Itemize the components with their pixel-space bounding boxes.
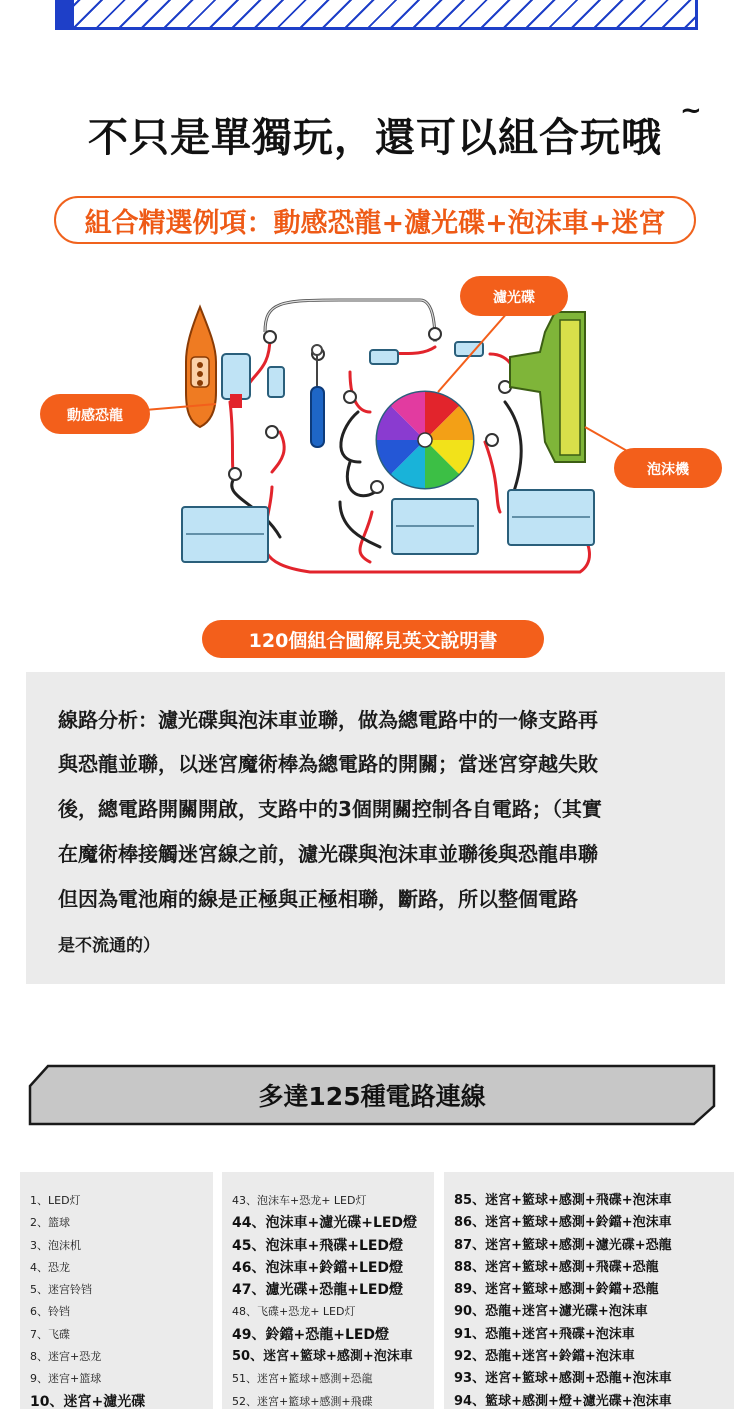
list-item: 8、迷宫+恐龙 — [30, 1350, 102, 1364]
filter-disc — [377, 392, 473, 488]
analysis-line: 但因為電池廂的線是正極與正極相聯，斷路，所以整個電路 — [58, 887, 578, 911]
list-item: 49、鈴鐺+恐龍+LED燈 — [232, 1326, 390, 1343]
headline-tilde: ~ — [680, 96, 702, 126]
list-item: 46、泡沫車+鈴鐺+LED燈 — [232, 1259, 404, 1276]
list-item: 92、恐龍+迷宮+鈴鐺+泡沫車 — [454, 1349, 635, 1365]
analysis-line: 與恐龍並聯，以迷宮魔術棒為總電路的開關；當迷宮穿越失敗 — [58, 752, 598, 776]
list-item: 1、LED灯 — [30, 1194, 81, 1207]
manual-note-label: 120個組合圖解見英文說明書 — [248, 629, 498, 652]
list-item: 86、迷宮+籃球+感測+鈴鐺+泡沫車 — [454, 1215, 672, 1231]
dino-callout-label: 動感恐龍 — [67, 408, 123, 424]
dinosaur-module — [186, 307, 216, 427]
circuit-analysis-panel — [26, 672, 725, 984]
list-item: 7、飞碟 — [30, 1327, 70, 1341]
circuit-list-column-2 — [222, 1172, 434, 1409]
list-item: 44、泡沫車+濾光碟+LED燈 — [232, 1215, 418, 1232]
list-item: 10、迷宮+濾光碟 — [30, 1393, 146, 1409]
analysis-line: 是不流通的） — [58, 936, 160, 956]
list-item: 6、铃铛 — [30, 1305, 70, 1319]
combo-example-pill — [54, 196, 696, 244]
list-item: 48、飞碟+恐龙+ LED灯 — [232, 1305, 356, 1319]
list-item: 94、籃球+感測+燈+濾光碟+泡沫車 — [454, 1393, 672, 1409]
bubble-callout-label: 泡沫機 — [647, 462, 689, 478]
circuit-list-column-3 — [444, 1172, 734, 1409]
manual-note-pill — [202, 620, 544, 658]
list-item: 5、迷宫铃铛 — [30, 1283, 92, 1297]
list-item: 47、濾光碟+恐龍+LED燈 — [232, 1282, 404, 1299]
list-item: 43、泡沫车+恐龙+ LED灯 — [232, 1194, 367, 1207]
list-item: 3、泡沫机 — [30, 1238, 81, 1252]
filter-callout-label: 濾光碟 — [493, 290, 535, 306]
circuit-list-column-1 — [20, 1172, 213, 1409]
banner-edge — [58, 0, 74, 27]
list-item: 90、恐龍+迷宮+濾光碟+泡沫車 — [454, 1304, 648, 1320]
analysis-line: 在魔術棒接觸迷宮線之前，濾光碟與泡沫車並聯後與恐龍串聯 — [58, 842, 598, 866]
list-item: 45、泡沫車+飛碟+LED燈 — [232, 1237, 404, 1254]
list-item: 50、迷宮+籃球+感測+泡沫車 — [232, 1349, 413, 1365]
list-item: 93、迷宮+籃球+感測+恐龍+泡沫車 — [454, 1371, 672, 1387]
list-item: 52、迷宮+籃球+感測+飛碟 — [232, 1394, 373, 1408]
list-item: 4、恐龙 — [30, 1260, 70, 1274]
list-item: 91、恐龍+迷宮+飛碟+泡沫車 — [454, 1326, 635, 1342]
circuit-diagram — [40, 262, 730, 612]
section-title: 多達125種電路連線 — [258, 1082, 486, 1111]
list-item: 87、迷宮+籃球+感測+濾光碟+恐龍 — [454, 1237, 672, 1253]
list-item: 9、迷宫+篮球 — [30, 1372, 102, 1386]
list-item: 2、篮球 — [30, 1216, 70, 1230]
top-stripe-banner — [55, 0, 698, 30]
list-item: 51、迷宮+籃球+感測+恐龍 — [232, 1372, 373, 1386]
list-item: 85、迷宮+籃球+感測+飛碟+泡沫車 — [454, 1193, 672, 1208]
page-headline: 不只是單獨玩，還可以組合玩哦 — [88, 115, 662, 161]
analysis-line: 線路分析：濾光碟與泡沫車並聯，做為總電路中的一條支路再 — [58, 708, 598, 732]
list-item: 89、迷宮+籃球+感測+鈴鐺+恐龍 — [454, 1282, 659, 1298]
analysis-line: 後，總電路開關開啟，支路中的3個開關控制各自電路；（其實 — [58, 797, 602, 821]
combo-example-label: 組合精選例項：動感恐龍+濾光碟+泡沫車+迷宮 — [84, 207, 666, 239]
list-item: 88、迷宮+籃球+感測+飛碟+恐龍 — [454, 1259, 659, 1275]
